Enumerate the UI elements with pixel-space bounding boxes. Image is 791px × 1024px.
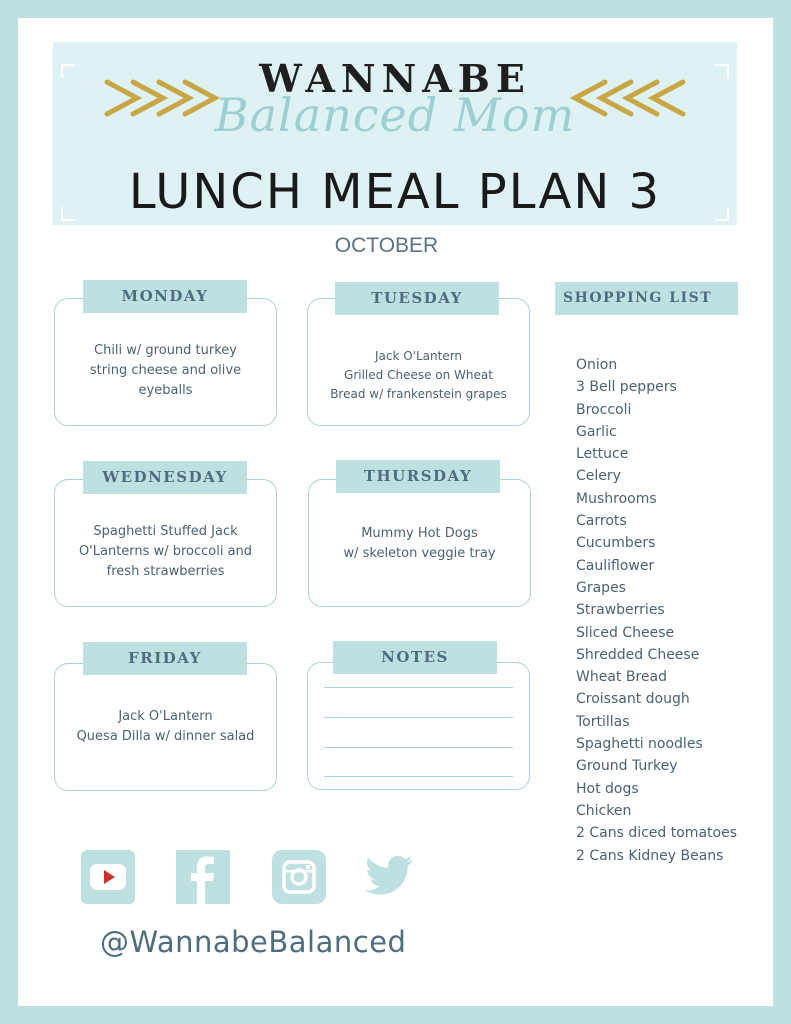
- meal-line: string cheese and olive: [89, 363, 242, 378]
- tuesday-label: TUESDAY: [335, 282, 499, 315]
- shopping-item: Grapes: [576, 579, 626, 596]
- shopping-item: Ground Turkey: [576, 758, 678, 775]
- shopping-item: Wheat Bread: [576, 669, 667, 686]
- shopping-item: 2 Cans Kidney Beans: [576, 847, 724, 864]
- notes-line: [324, 747, 513, 748]
- notes-line: [324, 717, 513, 718]
- shopping-item: 3 Bell peppers: [576, 379, 677, 396]
- meal-line: Chili w/ ground turkey: [94, 343, 237, 358]
- shopping-item: Chicken: [576, 802, 632, 819]
- meal-line: eyeballs: [138, 383, 193, 398]
- shopping-item: 2 Cans diced tomatoes: [576, 825, 737, 842]
- header-banner: [53, 42, 737, 225]
- brand-wordmark: WANNABE: [259, 56, 531, 101]
- shopping-item: Cucumbers: [576, 535, 656, 552]
- month-label: OCTOBER: [334, 234, 439, 257]
- shopping-item: Sliced Cheese: [576, 624, 675, 641]
- wednesday-label: WEDNESDAY: [83, 461, 247, 494]
- shopping-list: [576, 354, 737, 867]
- meal-line: Quesa Dilla w/ dinner salad: [76, 729, 255, 744]
- friday-label: FRIDAY: [83, 642, 247, 675]
- meal-line: w/ skeleton veggie tray: [343, 546, 496, 561]
- notes-line: [324, 776, 513, 777]
- shopping-item: Croissant dough: [576, 691, 690, 708]
- shopping-item: Mushrooms: [576, 490, 657, 507]
- meal-line: Bread w/ frankenstein grapes: [330, 387, 507, 401]
- shopping-item: Shredded Cheese: [576, 646, 700, 663]
- monday-meal: [55, 341, 276, 401]
- tuesday-meal: [308, 347, 529, 404]
- wednesday-meal: [55, 522, 276, 582]
- shopping-item: Cauliflower: [576, 557, 655, 574]
- notes-label: NOTES: [333, 641, 497, 674]
- shopping-item: Carrots: [576, 513, 627, 530]
- shopping-item: Onion: [576, 357, 618, 373]
- meal-line: fresh strawberries: [106, 564, 225, 579]
- shopping-item: Spaghetti noodles: [576, 736, 703, 753]
- youtube-icon[interactable]: [81, 850, 135, 904]
- shopping-item: Lettuce: [576, 446, 629, 463]
- wednesday-card: [54, 479, 277, 607]
- instagram-icon[interactable]: [272, 850, 326, 904]
- friday-card: [54, 663, 277, 791]
- monday-card: [54, 298, 277, 426]
- shopping-item: Broccoli: [576, 401, 632, 418]
- thursday-label: THURSDAY: [336, 460, 500, 493]
- shopping-item: Tortillas: [576, 713, 630, 730]
- shopping-item: Celery: [576, 468, 621, 485]
- meal-plan-page: [18, 18, 773, 1006]
- notes-card[interactable]: [307, 662, 530, 790]
- friday-meal: [55, 707, 276, 747]
- meal-line: Jack O'Lantern: [118, 709, 213, 724]
- meal-line: Spaghetti Stuffed Jack: [93, 524, 238, 539]
- meal-line: Jack O'Lantern: [374, 349, 463, 363]
- page-title: LUNCH MEAL PLAN 3: [128, 164, 662, 220]
- meal-line: Grilled Cheese on Wheat: [344, 368, 493, 382]
- facebook-icon[interactable]: [176, 850, 230, 904]
- shopping-item: Strawberries: [576, 602, 665, 619]
- brand-script: Balanced Mom: [214, 88, 576, 142]
- shopping-item: Garlic: [576, 423, 617, 440]
- thursday-meal: [309, 524, 530, 564]
- social-handle[interactable]: @WannabeBalanced: [100, 925, 407, 959]
- meal-line: O'Lanterns w/ broccoli and: [78, 544, 253, 559]
- shopping-item: Hot dogs: [576, 780, 639, 797]
- twitter-icon[interactable]: [358, 850, 418, 904]
- thursday-card: [308, 479, 531, 607]
- meal-line: Mummy Hot Dogs: [361, 526, 478, 541]
- shopping-list-label: SHOPPING LIST: [555, 282, 738, 315]
- notes-line: [324, 687, 513, 688]
- monday-label: MONDAY: [83, 280, 247, 313]
- tuesday-card: [307, 298, 530, 426]
